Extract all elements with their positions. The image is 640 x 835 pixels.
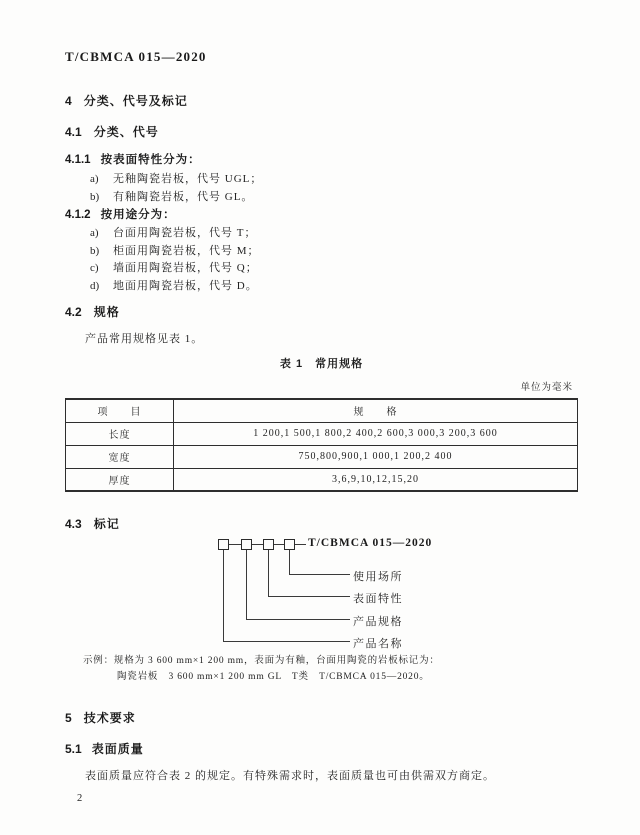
section-number: 4.1.2 — [65, 209, 91, 221]
leader-line — [223, 550, 224, 641]
marking-box-2 — [241, 539, 252, 550]
section-heading-4-1-2 — [65, 206, 176, 222]
marking-example-line1: 示例：规格为 3 600 mm×1 200 mm，表面为有釉，台面用陶瓷的岩板标记为： — [83, 656, 440, 666]
table-header-item: 项 目 — [66, 399, 174, 422]
section-title: 按用途分为： — [100, 209, 176, 221]
connector-line — [252, 544, 263, 545]
list-text: 柜面用陶瓷岩板，代号 M； — [113, 245, 260, 257]
table1-unit-note: 单位为毫米 — [520, 383, 573, 393]
section-heading-4-1-1 — [65, 151, 201, 167]
table1-caption: 表 1 常用规格 — [279, 358, 364, 370]
leader-line — [289, 550, 290, 574]
paragraph-5-1: 表面质量应符合表 2 的规定。有特殊需求时，表面质量也可由供需双方商定。 — [85, 770, 495, 782]
page-number: 2 — [77, 793, 83, 804]
spec-table — [65, 398, 578, 492]
connector-line — [229, 544, 241, 545]
table-cell-item: 宽度 — [66, 445, 174, 468]
section-heading-4-1 — [65, 123, 159, 140]
table-cell-spec: 750,800,900,1 000,1 200,2 400 — [174, 445, 578, 468]
list-text: 墙面用陶瓷岩板，代号 Q； — [113, 262, 258, 274]
list-marker: a) — [90, 227, 99, 239]
table-cell-item: 厚度 — [66, 468, 174, 491]
marking-box-4 — [284, 539, 295, 550]
section-number: 4.1 — [65, 125, 82, 139]
table-header-row — [66, 399, 578, 422]
marking-designation: T/CBMCA 015—2020 — [308, 537, 433, 549]
table-cell-spec: 1 200,1 500,1 800,2 400,2 600,3 000,3 200,3 600 — [174, 422, 578, 445]
table-cell-spec: 3,6,9,10,12,15,20 — [174, 468, 578, 491]
section-number: 4.2 — [65, 305, 82, 319]
list-text: 无釉陶瓷岩板，代号 UGL； — [113, 173, 263, 185]
list-item — [90, 170, 262, 186]
section-number: 5.1 — [65, 742, 82, 756]
list-text: 有釉陶瓷岩板，代号 GL。 — [113, 191, 254, 203]
marking-label: 产品规格 — [353, 616, 403, 628]
table-row — [66, 422, 578, 445]
section-title: 分类、代号及标记 — [83, 94, 188, 108]
list-marker: b) — [90, 245, 100, 257]
list-marker: a) — [90, 173, 99, 185]
leader-line — [268, 596, 350, 597]
table-cell-item: 长度 — [66, 422, 174, 445]
section-title: 表面质量 — [91, 742, 144, 756]
section-number: 4 — [65, 94, 72, 108]
section-title: 规格 — [93, 305, 120, 319]
list-item — [90, 277, 258, 293]
section-number: 4.3 — [65, 517, 82, 531]
list-item — [90, 259, 258, 275]
marking-example-line2: 陶瓷岩板 3 600 mm×1 200 mm GL T类 T/CBMCA 015—2020。 — [117, 672, 430, 682]
marking-label: 产品名称 — [353, 638, 403, 650]
connector-line — [295, 544, 306, 545]
marking-label: 使用场所 — [353, 571, 403, 583]
paragraph-4-2: 产品常用规格见表 1。 — [85, 333, 204, 345]
section-title: 标记 — [93, 517, 120, 531]
section-title: 分类、代号 — [93, 125, 159, 139]
list-text: 台面用陶瓷岩板，代号 T； — [113, 227, 257, 239]
list-marker: c) — [90, 262, 99, 274]
leader-line — [223, 641, 350, 642]
section-number: 4.1.1 — [65, 154, 91, 166]
connector-line — [274, 544, 284, 545]
table-row — [66, 468, 578, 491]
leader-line — [268, 550, 269, 596]
marking-box-1 — [218, 539, 229, 550]
section-heading-5-1 — [65, 740, 144, 757]
table-header-spec: 规 格 — [174, 399, 578, 422]
section-heading-4 — [65, 92, 188, 109]
list-item — [90, 188, 253, 204]
spec-table-wrap — [65, 398, 578, 492]
section-title: 技术要求 — [83, 711, 136, 725]
section-heading-5 — [65, 709, 136, 726]
leader-line — [246, 619, 350, 620]
list-item — [90, 242, 260, 258]
section-heading-4-3 — [65, 515, 120, 532]
doc-code-header: T/CBMCA 015—2020 — [65, 49, 207, 64]
section-title: 按表面特性分为： — [100, 154, 201, 166]
table-row — [66, 445, 578, 468]
section-heading-4-2 — [65, 303, 120, 320]
list-marker: d) — [90, 280, 100, 292]
marking-box-3 — [263, 539, 274, 550]
list-marker: b) — [90, 191, 100, 203]
list-item — [90, 224, 256, 240]
marking-label: 表面特性 — [353, 593, 403, 605]
leader-line — [289, 574, 350, 575]
section-number: 5 — [65, 711, 72, 725]
list-text: 地面用陶瓷岩板，代号 D。 — [113, 280, 258, 292]
leader-line — [246, 550, 247, 619]
